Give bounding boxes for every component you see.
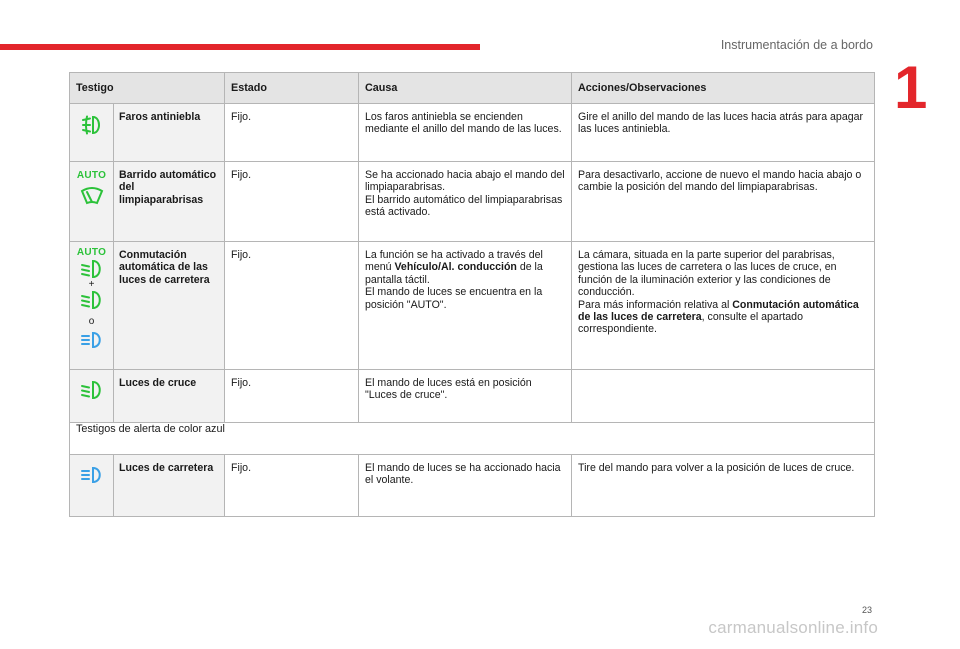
indicator-state: Fijo. (225, 370, 359, 423)
auto-wiper-icon (79, 184, 105, 206)
indicator-cause: Los faros antiniebla se encienden mediante el anillo del mando de las luces. (359, 104, 572, 162)
indicator-actions: Gire el anillo del mando de las luces hacia atrás para apagar las luces antiniebla. (572, 104, 875, 162)
icon-cell (70, 242, 114, 370)
cause-line: El mando de luces se encuentra en la posición "AUTO". (365, 286, 543, 311)
indicator-name: Luces de carretera (114, 455, 225, 517)
table-row (70, 370, 875, 423)
icon-cell (70, 370, 114, 423)
table-row (70, 104, 875, 162)
auto-headlight-low-beam-icon (79, 259, 105, 279)
plus-separator: + (88, 279, 95, 290)
table-row (70, 162, 875, 242)
cause-line: El barrido automático del limpiaparabrisas está activado. (365, 193, 563, 219)
indicator-table (69, 72, 875, 517)
table-row (70, 455, 875, 517)
indicator-name: Conmutación automática de las luces de carretera (114, 242, 225, 370)
indicator-cause (359, 242, 572, 370)
icon-cell (70, 455, 114, 517)
actions-line: La cámara, situada en la parte superior del parabrisas, gestiona las luces de carretera o las luces de cruce, en función de la iluminación exterior y las condiciones de conducción. (578, 249, 837, 299)
or-separator: o (88, 316, 95, 327)
indicator-name: Barrido automático del limpiaparabrisas (114, 162, 225, 242)
col-header-actions: Acciones/Observaciones (572, 73, 875, 104)
indicator-actions: Para desactivarlo, accione de nuevo el mando hacia abajo o cambie la posición del mando del limpiaparabrisas. (572, 162, 875, 242)
indicator-cause: El mando de luces está en posición "Luces de cruce". (359, 370, 572, 423)
cause-line (365, 249, 565, 286)
indicator-state: Fijo. (225, 242, 359, 370)
table-row (70, 242, 875, 370)
indicator-actions: Tire del mando para volver a la posición de luces de cruce. (572, 455, 875, 517)
actions-text: , consulte el apartado correspondiente. (578, 311, 803, 336)
icon-cell (70, 104, 114, 162)
blue-section-label: Testigos de alerta de color azul (70, 423, 875, 455)
indicator-cause (359, 162, 572, 242)
auto-label: AUTO (76, 170, 107, 181)
actions-text: Para más información relativa al (578, 298, 733, 311)
low-beam-icon (79, 290, 105, 310)
front-fog-light-icon (80, 114, 104, 136)
indicator-state: Fijo. (225, 162, 359, 242)
table-header-row (70, 73, 875, 104)
menu-path: Vehículo/Al. conducción (394, 261, 517, 274)
indicator-state: Fijo. (225, 455, 359, 517)
high-beam-icon (79, 466, 105, 484)
col-header-cause: Causa (359, 73, 572, 104)
cause-line: Se ha accionado hacia abajo el mando del limpiaparabrisas. (365, 169, 565, 194)
col-header-state: Estado (225, 73, 359, 104)
indicator-actions (572, 242, 875, 370)
page-number: 23 (861, 605, 872, 615)
col-header-witness: Testigo (70, 73, 225, 104)
red-accent-bar (0, 44, 480, 50)
chapter-number: 1 (894, 54, 928, 121)
auto-label: AUTO (76, 247, 107, 258)
cause-text: de la pantalla táctil. (365, 261, 543, 286)
indicator-cause: El mando de luces se ha accionado hacia el volante. (359, 455, 572, 517)
feature-reference: Conmutación automática de las luces de carretera (578, 298, 859, 324)
indicator-state: Fijo. (225, 104, 359, 162)
section-label-row (70, 423, 875, 455)
indicator-name: Faros antiniebla (114, 104, 225, 162)
indicator-actions (572, 370, 875, 423)
low-beam-icon (79, 380, 105, 400)
section-title: Instrumentación de a bordo (720, 38, 873, 52)
cause-text: La función se ha activado a través del menú (365, 249, 543, 274)
watermark-text: carmanualsonline.info (708, 618, 878, 637)
icon-cell (70, 162, 114, 242)
actions-line (578, 299, 868, 336)
indicator-name: Luces de cruce (114, 370, 225, 423)
high-beam-icon (79, 331, 105, 349)
